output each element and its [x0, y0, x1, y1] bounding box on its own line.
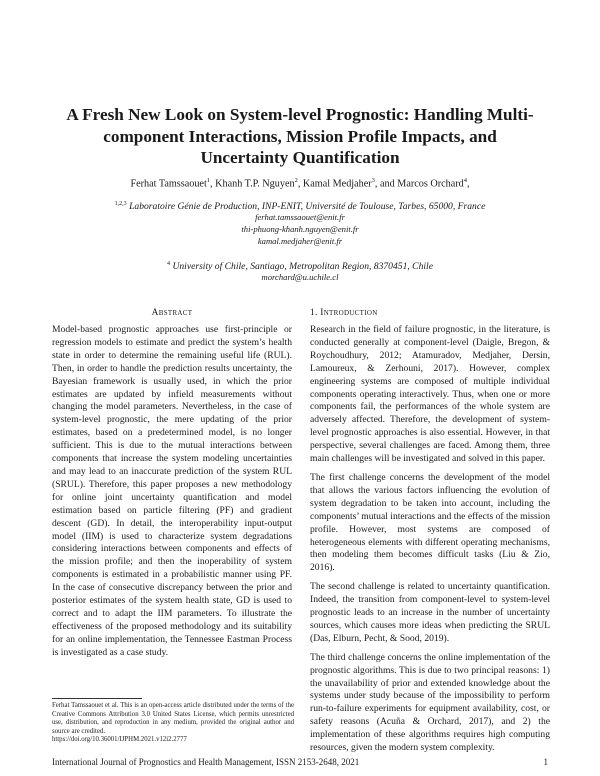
affiliation-superscript: 4 [167, 261, 171, 267]
intro-paragraph: Research in the field of failure prognostic, in the literature, is conducted generally at component-level (Daigle, Bregon, & Roychoudhury, 2012; Atamuradov, Medjaher, Dersin, Lamoureux, & Zerhouni, 2017). However, complex engineering systems are composed of multiple individual components operating interactively. Thus, when one or more components fail, the performances of the whole system are adversely affected. Therefore, the development of system-level prognostic approaches is also essential. However, in that perspective, several challenges are faced. Among them, three main challenges will be investigated and solved in this paper. [310, 324, 550, 465]
author-list: Ferhat Tamssaouet$^1$, Khanh T.P. Nguyen$^2$, Kamal Medjaher$^3$, and Marcos Orchard$^4$, [130, 177, 470, 190]
doi-link[interactable]: https://doi.org/10.36001/IJPHM.2021.v12i2.2777 [52, 736, 187, 744]
affiliation-1 [0, 198, 600, 213]
abstract-heading: Abstract [151, 308, 193, 318]
author-name: Marcos Orchard [397, 178, 464, 190]
introduction-heading: 1. Introduction [310, 308, 378, 318]
affiliation-2 [0, 258, 600, 273]
page-number: 1 [543, 757, 548, 767]
author-name: Kamal Medjaher [302, 178, 372, 190]
author-name: Khanh T.P. Nguyen [215, 178, 295, 190]
affiliation-text: University of Chile, Santiago, Metropolitan Region, 8370451, Chile [172, 261, 433, 273]
abstract-text: Model-based prognostic approaches use first-principle or regression models to estimate and predict the system’s health state in order to determine the remaining useful life (RUL). Then, in order to handle the prediction results uncertainty, the Bayesian framework is usually used, in which the prior estimates are updated by infield measurements without changing the model parameters. Nevertheless, in the case of system-level prognostic, the mere updating of the prior estimates, based on a predetermined model, is no longer sufficient. This is due to the mutual interactions between components that increase the system modeling uncertainties and may lead to an inaccurate prediction of the system RUL (SRUL). Therefore, this paper proposes a new methodology for online joint uncertainty quantification and model estimation based on particle filtering (PF) and gradient descent (GD). In detail, the interoperability input-output model (IIM) is used to characterize system degradations considering interactions between components and effects of the mission profile; and then the inoperability of system components is estimated in a probabilistic manner using PF. In the case of consecutive discrepancy between the prior and posterior estimates of the system health state, GD is used to correct and to adapt the IIM parameters. To illustrate the effectiveness of the proposed methodology and its suitability for an online implementation, the Tennessee Eastman Process is investigated as a case study. [52, 324, 292, 658]
author-superscript: 3 [371, 177, 375, 184]
author-name: Ferhat Tamssaouet [130, 178, 207, 190]
page-footer [52, 757, 548, 767]
introduction-column [310, 324, 550, 761]
author-superscript: 2 [294, 177, 298, 184]
email-link[interactable]: ferhat.tamssaouet@enit.fr [255, 212, 345, 222]
paper-title: A Fresh New Look on System-level Prognostic: Handling Multi-component Interactions, Mission Profile Impacts, and Uncertainty Quantification [66, 105, 534, 167]
author-superscript: 1 [206, 177, 211, 184]
intro-paragraph: The second challenge is related to uncertainty quantification. Indeed, the transition from component-level to system-level prognostic leads to an increase in the number of uncertainty sources, which causes more ideas when predicting the SRUL (Das, Elburn, Pecht, & Sood, 2019). [310, 581, 550, 644]
email-link[interactable]: morchard@u.uchile.cl [261, 272, 339, 282]
author-superscript: 4 [463, 177, 467, 184]
journal-footer: International Journal of Prognostics and Health Management, ISSN 2153-2648, 2021 [52, 757, 360, 767]
intro-paragraph: The third challenge concerns the online implementation of the prognostic algorithms. This is due to two principal reasons: 1) the unavailability of prior and extended knowledge about the systems under study because of the impossibility to perform run-to-failure experiments for equipment availability, cost, or safety reasons (Acuña & Orchard, 2017), and 2) the implementation of these algorithms requires high computing resources, given the modern system complexity. [310, 651, 550, 754]
abstract-column [52, 324, 292, 666]
email-link[interactable]: thi-phuong-khanh.nguyen@enit.fr [241, 224, 359, 234]
footnote-text: Ferhat Tamssaouet et al. This is an open-access article distributed under the terms of the Creative Commons Attribution 3.0 United States License, which permits unrestricted use, distribution, and reproduction in any medium, provided the original author and source are credited. [52, 702, 294, 735]
intro-paragraph: The first challenge concerns the development of the model that allows the various factors influencing the evolution of system degradation to be taken into account, including the components’ mutual interactions and the effects of the mission profile. However, most systems are composed of heterogeneous elements with different operating mechanisms, then modeling them becomes difficult tasks (Liu & Zio, 2016). [310, 471, 550, 574]
affiliation-text: Laboratoire Génie de Production, INP-ENIT, Université de Toulouse, Tarbes, 65000, France [129, 201, 486, 213]
email-link[interactable]: kamal.medjaher@enit.fr [257, 236, 343, 246]
affiliation-superscript: 1,2,3 [114, 201, 127, 207]
footnote-divider [52, 698, 142, 699]
license-footnote [52, 702, 294, 745]
